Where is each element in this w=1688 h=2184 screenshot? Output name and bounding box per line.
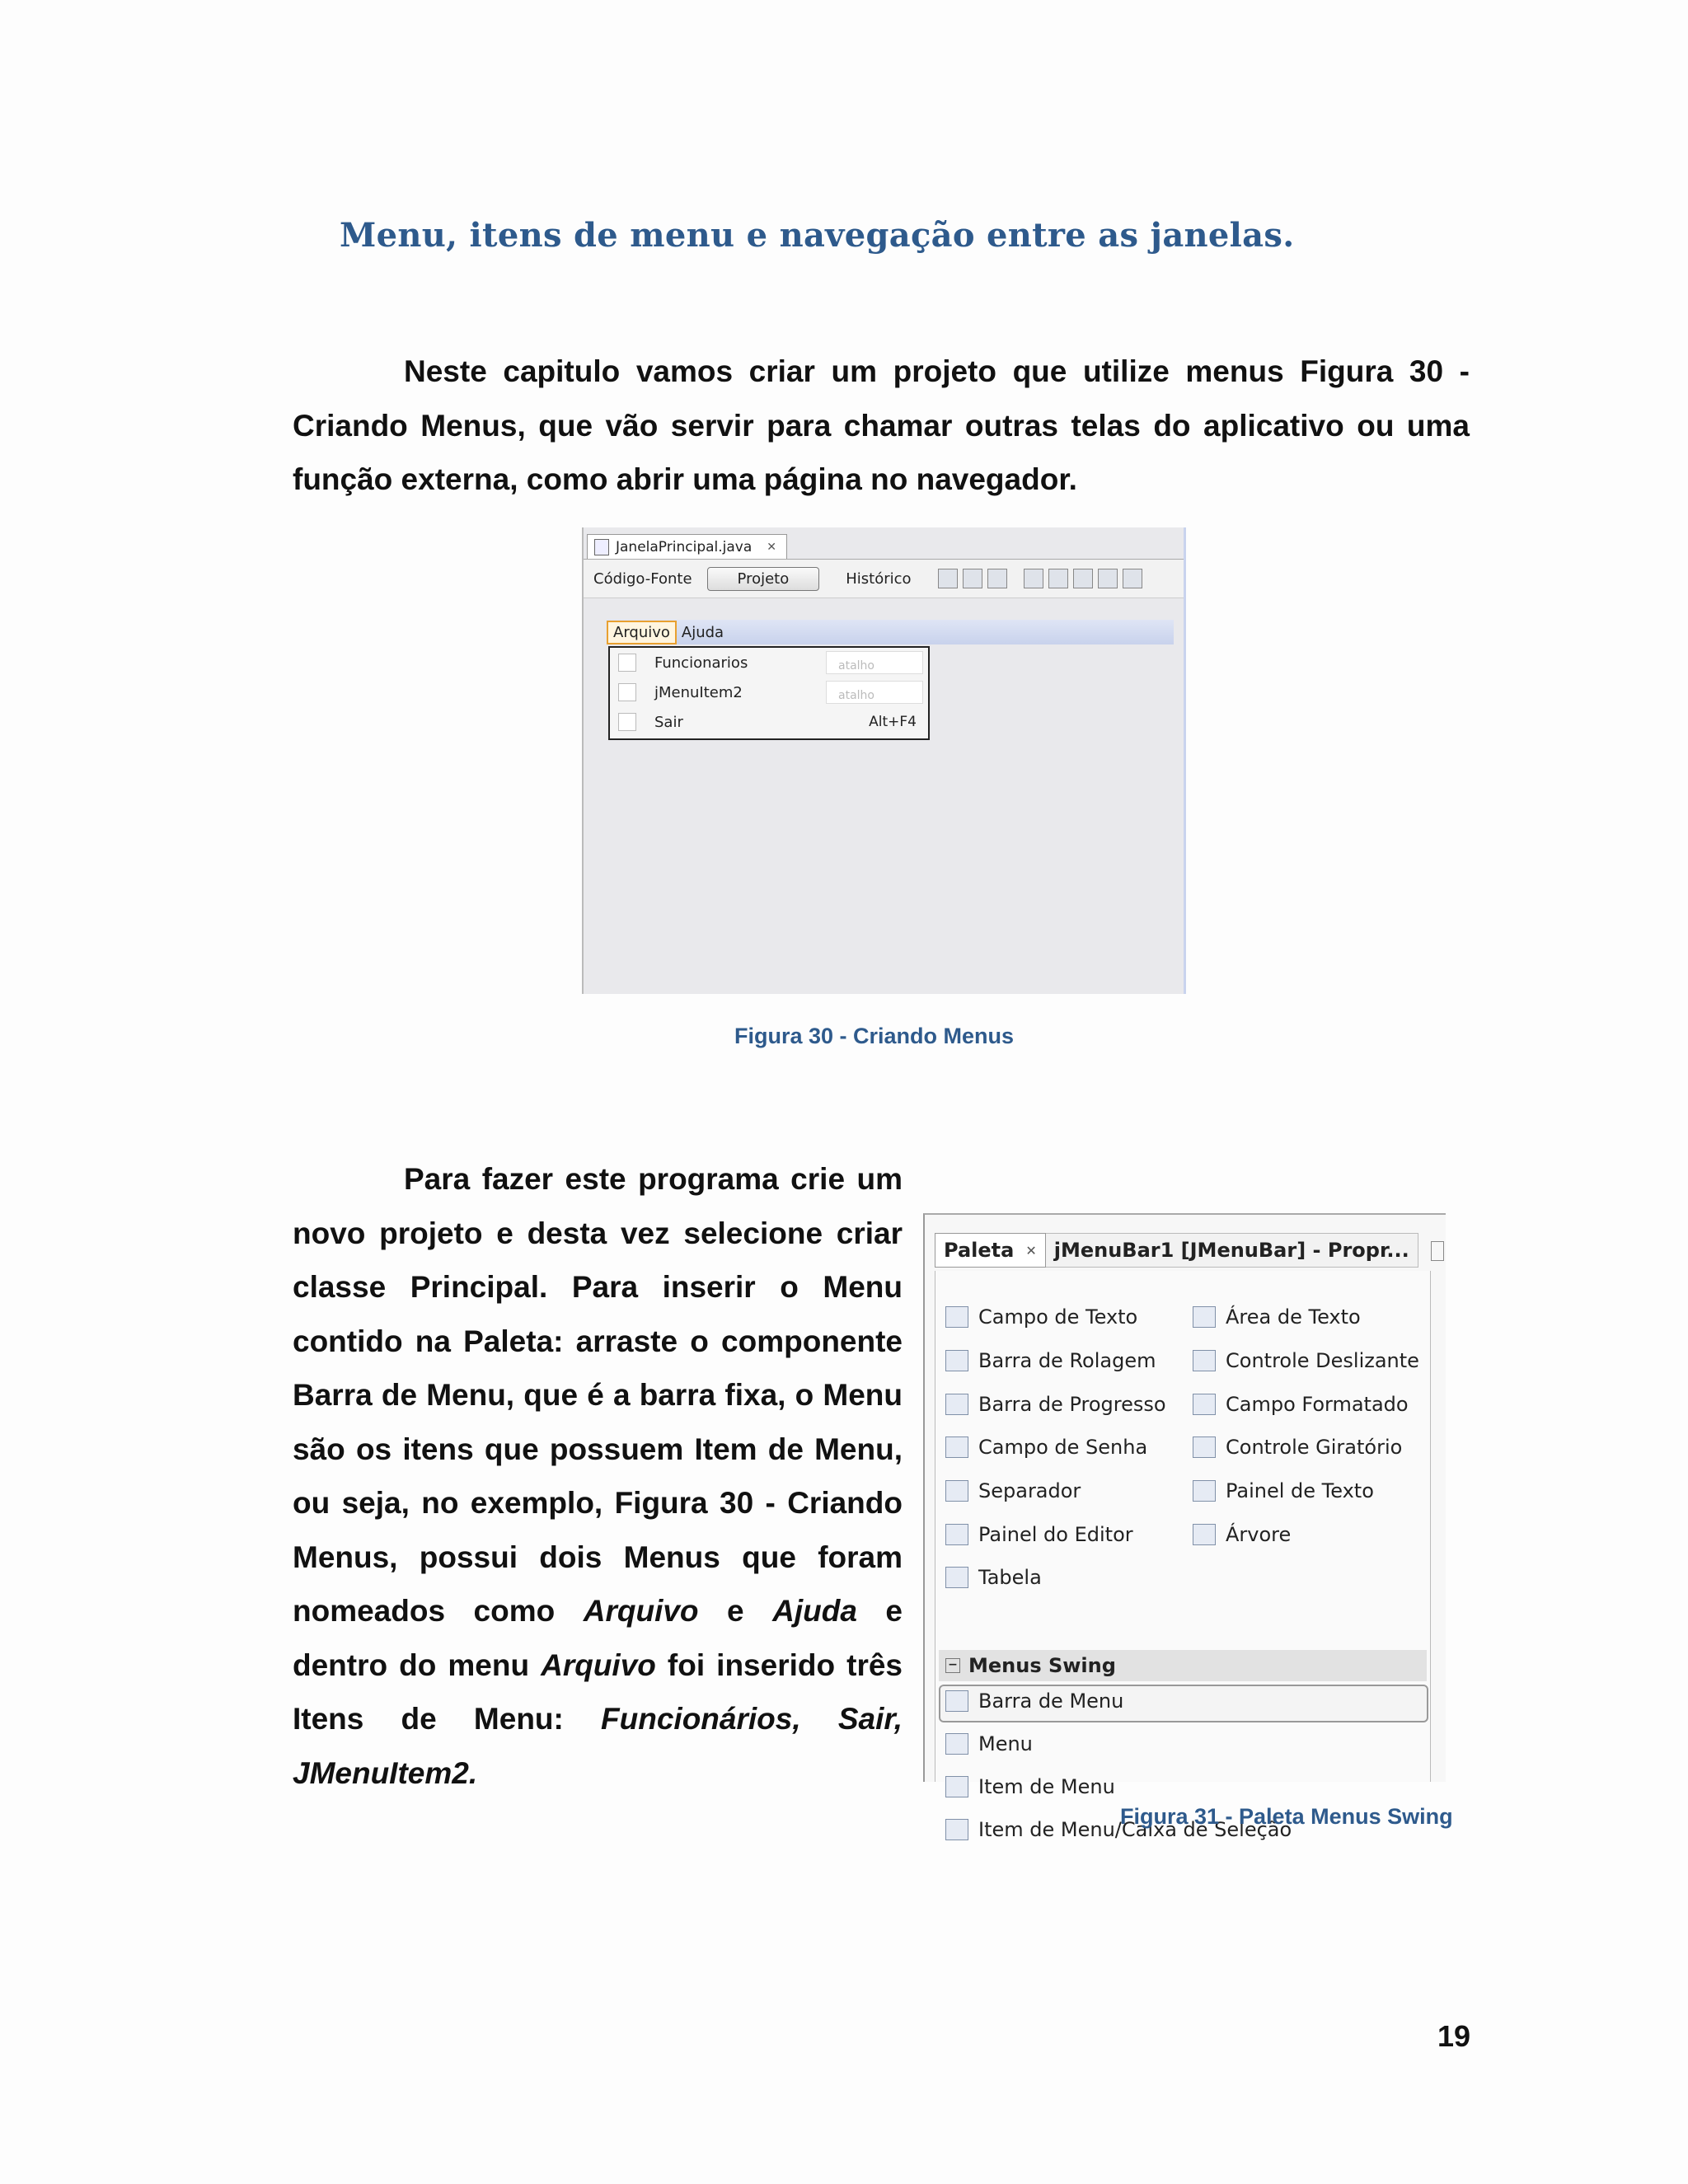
paragraph-text: e <box>698 1594 773 1628</box>
palette-item-label: Tabela <box>978 1566 1042 1589</box>
palette-item-label: Painel de Texto <box>1226 1479 1374 1502</box>
close-icon[interactable]: ✕ <box>1025 1242 1037 1258</box>
tab-paleta[interactable] <box>935 1233 1046 1268</box>
palette-item[interactable] <box>945 1523 1133 1546</box>
checkbox-menu-item-icon <box>945 1819 968 1840</box>
menus-swing-section[interactable] <box>939 1650 1427 1681</box>
file-tab-label: JanelaPrincipal.java <box>616 539 753 555</box>
selection-mode-icon[interactable] <box>938 569 958 588</box>
menu-item-label: Sair <box>654 713 683 731</box>
palette-item-label: Campo de Texto <box>978 1305 1138 1329</box>
body-paragraph <box>293 1152 903 1800</box>
palette-item[interactable] <box>1193 1479 1374 1502</box>
palette-item-label: Item de Menu <box>978 1775 1115 1798</box>
align-left-icon[interactable] <box>1024 569 1043 588</box>
palette-item-label: Barra de Menu <box>978 1690 1124 1713</box>
menu-item-icon <box>618 713 636 731</box>
section-label: Menus Swing <box>968 1654 1116 1677</box>
close-icon[interactable]: ✕ <box>767 541 777 554</box>
menu-item-funcionarios[interactable] <box>610 648 928 677</box>
palette-item-menu[interactable] <box>945 1732 1033 1755</box>
progress-bar-icon <box>945 1394 968 1415</box>
figure-31-caption: Figura 31 - Paleta Menus Swing <box>1120 1804 1453 1829</box>
accelerator-label: Alt+F4 <box>869 714 917 730</box>
palette-item-item-de-menu[interactable] <box>945 1775 1115 1798</box>
palette-item-label: Painel do Editor <box>978 1523 1133 1546</box>
connection-mode-icon[interactable] <box>963 569 982 588</box>
historico-tab[interactable]: Histórico <box>846 569 912 588</box>
menu-items-list: Funcionários, Sair, JMenuItem2. <box>293 1702 903 1790</box>
palette-item-label: Campo Formatado <box>1226 1393 1409 1416</box>
accelerator-field: atalho <box>826 681 923 704</box>
palette-item-label: Área de Texto <box>1226 1305 1361 1329</box>
align-right-icon[interactable] <box>1048 569 1068 588</box>
menu-bar <box>607 620 1174 644</box>
palette-item[interactable] <box>1193 1305 1361 1329</box>
menu-item-jmenuitem2[interactable] <box>610 677 928 707</box>
tree-icon <box>1193 1524 1216 1545</box>
menu-item-label: jMenuItem2 <box>654 683 743 701</box>
palette-item[interactable] <box>1193 1436 1402 1459</box>
palette-item-label: Menu <box>978 1732 1033 1755</box>
paragraph-text: e dentro do menu <box>293 1594 903 1682</box>
page-number: 19 <box>1437 2019 1470 2053</box>
codigo-fonte-tab[interactable]: Código-Fonte <box>593 569 692 588</box>
palette-item-label: Item de Menu/Caixa de Seleção <box>978 1818 1292 1841</box>
spinner-icon <box>1193 1436 1216 1458</box>
palette-tabs <box>935 1233 1418 1268</box>
figure-30-screenshot <box>582 527 1186 994</box>
password-field-icon <box>945 1436 968 1458</box>
palette-item-barra-de-menu[interactable] <box>945 1690 1123 1713</box>
menu-arquivo[interactable]: Arquivo <box>607 621 677 644</box>
text-area-icon <box>1193 1306 1216 1328</box>
editor-toolbar <box>584 559 1184 598</box>
table-icon <box>945 1567 968 1588</box>
paragraph-text: foi inserido três Itens de Menu: <box>293 1647 903 1736</box>
toolbar-icons <box>938 569 1142 588</box>
palette-item-label: Barra de Progresso <box>978 1393 1166 1416</box>
palette-item[interactable] <box>1193 1393 1409 1416</box>
menu-name-arquivo: Arquivo <box>583 1594 699 1628</box>
separator-icon <box>945 1480 968 1502</box>
palette-item[interactable] <box>945 1479 1081 1502</box>
figure-30-caption: Figura 30 - Criando Menus <box>734 1024 1015 1048</box>
text-pane-icon <box>1193 1480 1216 1502</box>
minimize-icon[interactable] <box>1431 1241 1444 1261</box>
align-top-icon[interactable] <box>1098 569 1118 588</box>
paragraph-text: Para fazer este programa crie um novo projeto e desta vez selecione criar classe Principal. Para inserir o Menu contido na Paleta: arraste o componente Barra de Menu, que é a barra fixa, o Menu são os itens que possuem Item de Menu, ou seja, no exemplo, Figura 30 - Criando Menus, possui dois Menus que foram nomeados como <box>293 1162 903 1628</box>
accelerator-field: atalho <box>826 651 923 674</box>
tab-label: Paleta <box>944 1239 1015 1262</box>
menu-name-ajuda: Ajuda <box>772 1594 857 1628</box>
menu-item-icon <box>945 1776 968 1797</box>
menu-item-icon <box>618 654 636 672</box>
section-heading: Menu, itens de menu e navegação entre as janelas. <box>340 216 1295 255</box>
text-field-icon <box>945 1306 968 1328</box>
editor-pane-icon <box>945 1524 968 1545</box>
tab-properties[interactable]: jMenuBar1 [JMenuBar] - Propr... <box>1046 1233 1418 1268</box>
menu-name-arquivo: Arquivo <box>541 1647 656 1682</box>
file-tab[interactable] <box>587 534 787 560</box>
palette-item-label: Campo de Senha <box>978 1436 1148 1459</box>
palette-item-label: Controle Deslizante <box>1226 1349 1419 1372</box>
align-center-icon[interactable] <box>1073 569 1093 588</box>
palette-item[interactable] <box>1193 1523 1291 1546</box>
intro-paragraph: Neste capitulo vamos criar um projeto que utilize menus Figura 30 - Criando Menus, que vão servir para chamar outras telas do aplicativo ou uma função externa, como abrir uma página no navegador. <box>293 354 1470 496</box>
menu-item-label: Funcionarios <box>654 654 748 672</box>
menu-ajuda[interactable]: Ajuda <box>681 623 724 641</box>
menu-item-sair[interactable] <box>610 707 928 737</box>
menu-bar-icon <box>945 1690 968 1712</box>
arquivo-dropdown <box>608 646 930 740</box>
palette-item-label: Árvore <box>1226 1523 1292 1546</box>
palette-item[interactable] <box>945 1349 1156 1372</box>
palette-item[interactable] <box>945 1393 1166 1416</box>
menu-icon <box>945 1733 968 1755</box>
palette-item[interactable] <box>1193 1349 1419 1372</box>
collapse-icon[interactable]: − <box>945 1658 960 1673</box>
scrollbar-icon <box>945 1350 968 1371</box>
align-bottom-icon[interactable] <box>1123 569 1142 588</box>
palette-item[interactable] <box>945 1436 1147 1459</box>
projeto-tab[interactable]: Projeto <box>707 567 820 591</box>
menu-item-icon <box>618 683 636 701</box>
palette-item-label: Barra de Rolagem <box>978 1349 1156 1372</box>
file-icon <box>594 539 609 555</box>
palette-item[interactable] <box>945 1566 1042 1589</box>
preview-icon[interactable] <box>987 569 1007 588</box>
palette-item-label: Controle Giratório <box>1226 1436 1403 1459</box>
palette-item-label: Separador <box>978 1479 1081 1502</box>
formatted-field-icon <box>1193 1394 1216 1415</box>
palette-item[interactable] <box>945 1305 1137 1329</box>
slider-icon <box>1193 1350 1216 1371</box>
